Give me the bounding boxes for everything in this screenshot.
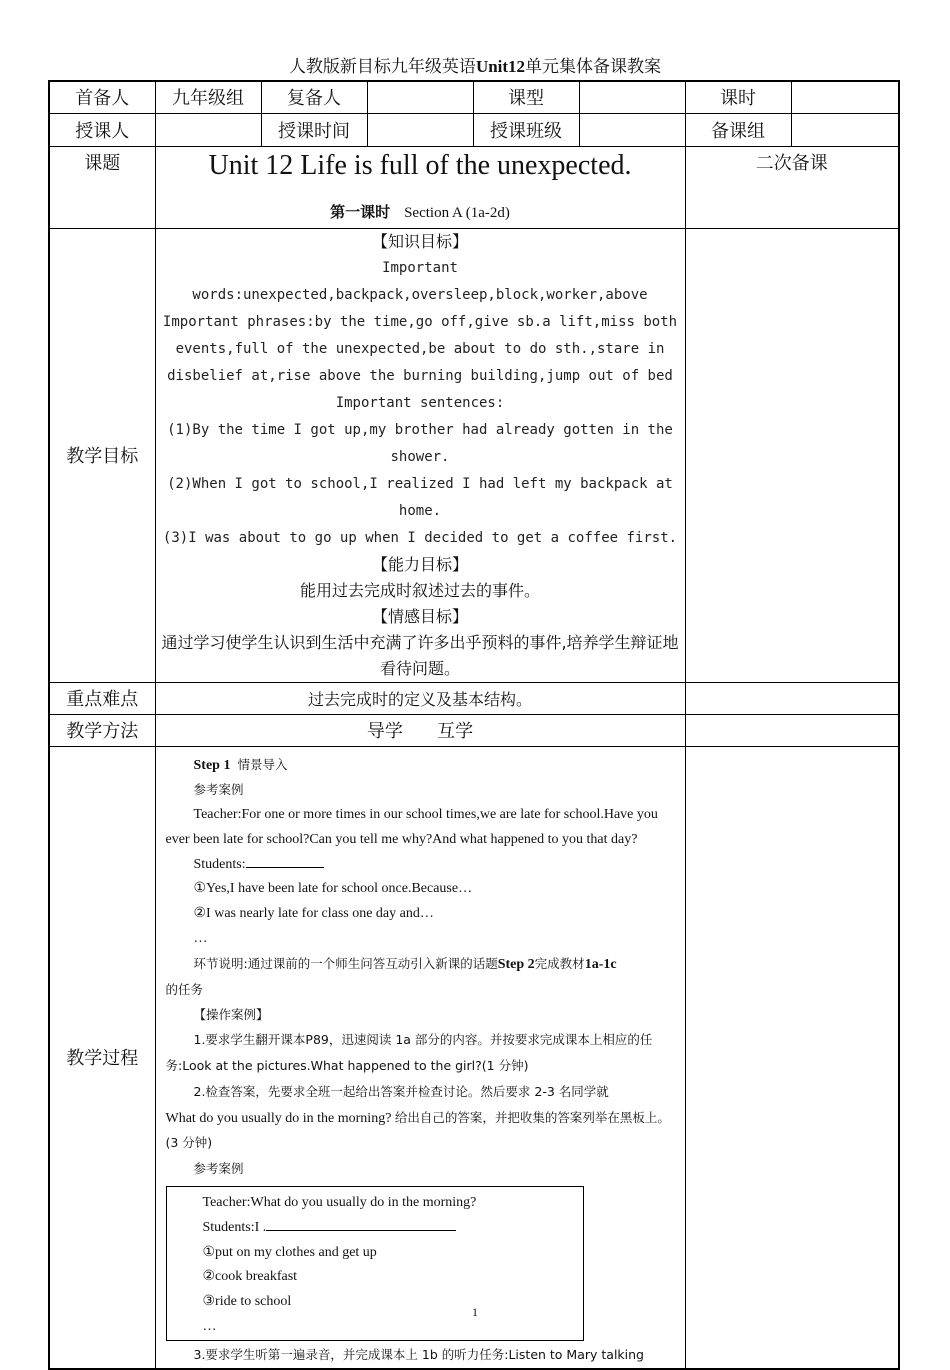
lesson-section: Section A (1a-2d) <box>404 204 510 221</box>
teacher-question: Teacher:For one or more times in our school times,we are late for school.Have you ever been late for school?Can you tell me why?And what happened to you that day? <box>165 807 658 847</box>
objectives-cell <box>155 228 685 682</box>
group-value <box>791 113 899 146</box>
header-row-2 <box>49 113 899 146</box>
sentence-1: (1)By the time I got up,my brother had already gotten in the shower. <box>167 421 673 465</box>
secondary-prep-label: 二次备课 <box>685 146 899 228</box>
lesson-number: 第一课时 <box>330 202 391 221</box>
emotion-text: 通过学习使学生认识到生活中充满了许多出乎预料的事件,培养学生辩证地看待问题。 <box>161 632 679 678</box>
step1-title: Step 1 <box>193 757 231 773</box>
method-label: 教学方法 <box>49 714 155 746</box>
box-students-blank <box>266 1229 456 1231</box>
process-notes <box>685 746 899 1369</box>
topic-row <box>49 146 899 228</box>
lesson-plan-table <box>48 80 900 1370</box>
item-2: 2.检查答案，先要求全班一起给出答案并检查讨论。然后要求 2-3 名同学就 What do you usually do in the morning? 给出自己的答案，并把收集的答案列举在黑板上。(3 分钟) <box>165 1083 670 1151</box>
objectives-row <box>49 228 899 682</box>
box-students-line: Students:I . <box>167 1216 583 1241</box>
key-points-label: 重点难点 <box>49 682 155 714</box>
teacher-value <box>155 113 261 146</box>
time-label: 授课时间 <box>261 113 367 146</box>
time-value <box>367 113 473 146</box>
ellipsis-1: … <box>193 931 208 947</box>
process-row <box>49 746 899 1369</box>
second-prep-label: 复备人 <box>261 81 367 113</box>
teacher-label: 授课人 <box>49 113 155 146</box>
unit-title: Unit 12 Life is full of the unexpected. <box>208 149 632 181</box>
students-blank <box>246 866 324 868</box>
important-phrases: Important phrases:by the time,go off,give sb.a lift,miss both events,full of the unexpected,be about to do sth.,stare in disbelief at,rise above the burning building,jump out of bed <box>162 313 678 384</box>
item-3: 3.要求学生听第一遍录音，并完成课本上 1b 的听力任务:Listen to Mary talking <box>193 1346 644 1362</box>
title-prefix: 人教版新目标九年级英语 <box>288 57 476 77</box>
topic-cell <box>155 146 685 228</box>
objectives-notes <box>685 228 899 682</box>
objectives-label: 教学目标 <box>49 228 155 682</box>
lesson-line <box>156 201 685 222</box>
process-label: 教学过程 <box>49 746 155 1369</box>
step1-line <box>166 753 677 779</box>
page-number: 1 <box>472 1305 478 1319</box>
sentence-2: (2)When I got to school,I realized I had left my backpack at home. <box>167 475 673 519</box>
method-notes <box>685 714 899 746</box>
method-row <box>49 714 899 746</box>
group-label: 备课组 <box>685 113 791 146</box>
title-unit: Unit12 <box>475 57 526 76</box>
ref-case-2: 参考案例 <box>193 1161 244 1177</box>
emotion-heading: 【情感目标】 <box>371 606 468 626</box>
class-value <box>579 113 685 146</box>
box-answer-2: ②cook breakfast <box>202 1269 298 1285</box>
ability-heading: 【能力目标】 <box>371 554 468 574</box>
box-answer-3: ③ride to school <box>202 1294 292 1310</box>
key-points-text: 过去完成时的定义及基本结构。 <box>155 682 685 714</box>
important-words: Important words:unexpected,backpack,oversleep,block,worker,above <box>192 259 648 303</box>
ref-case-1: 参考案例 <box>193 782 244 798</box>
key-points-row <box>49 682 899 714</box>
step2-range: 1a-1c <box>584 956 617 972</box>
lesson-type-value <box>579 81 685 113</box>
answer-2: ②I was nearly late for class one day and… <box>193 906 434 922</box>
knowledge-heading: 【知识目标】 <box>371 231 468 251</box>
title-suffix: 单元集体备课教案 <box>525 57 662 77</box>
second-prep-value <box>367 81 473 113</box>
method-text: 导学 互学 <box>155 714 685 746</box>
students-line: Students: <box>166 853 677 878</box>
ability-text: 能用过去完成时叙述过去的事件。 <box>299 580 540 600</box>
box-teacher: Teacher:What do you usually do in the morning? <box>202 1195 477 1211</box>
step1-name: 情景导入 <box>237 756 288 772</box>
period-label: 课时 <box>685 81 791 113</box>
page-title <box>0 56 950 78</box>
sentence-3: (3)I was about to go up when I decided to get a coffee first. <box>162 529 678 546</box>
step-note: 环节说明:通过课前的一个师生问答互动引入新课的话题Step 2完成教材1a-1c 的任务 <box>165 955 617 997</box>
important-sentences-label: Important sentences: <box>335 394 505 411</box>
item-1: 1.要求学生翻开课本P89，迅速阅读 1a 部分的内容。并按要求完成课本上相应的任务:Look at the pictures.What happened to the girl?(1 分钟) <box>165 1032 653 1074</box>
step2-title: Step 2 <box>497 956 535 972</box>
first-prep-label: 首备人 <box>49 81 155 113</box>
answer-1: ①Yes,I have been late for school once.Because… <box>193 881 473 897</box>
class-label: 授课班级 <box>473 113 579 146</box>
period-value <box>791 81 899 113</box>
operation-case-heading: 【操作案例】 <box>193 1007 269 1023</box>
box-answer-1: ①put on my clothes and get up <box>202 1244 377 1260</box>
box-ellipsis: … <box>202 1319 217 1335</box>
process-cell <box>155 746 685 1369</box>
first-prep-value: 九年级组 <box>155 81 261 113</box>
key-points-notes <box>685 682 899 714</box>
header-row-1 <box>49 81 899 113</box>
lesson-type-label: 课型 <box>473 81 579 113</box>
topic-label: 课题 <box>49 146 155 228</box>
